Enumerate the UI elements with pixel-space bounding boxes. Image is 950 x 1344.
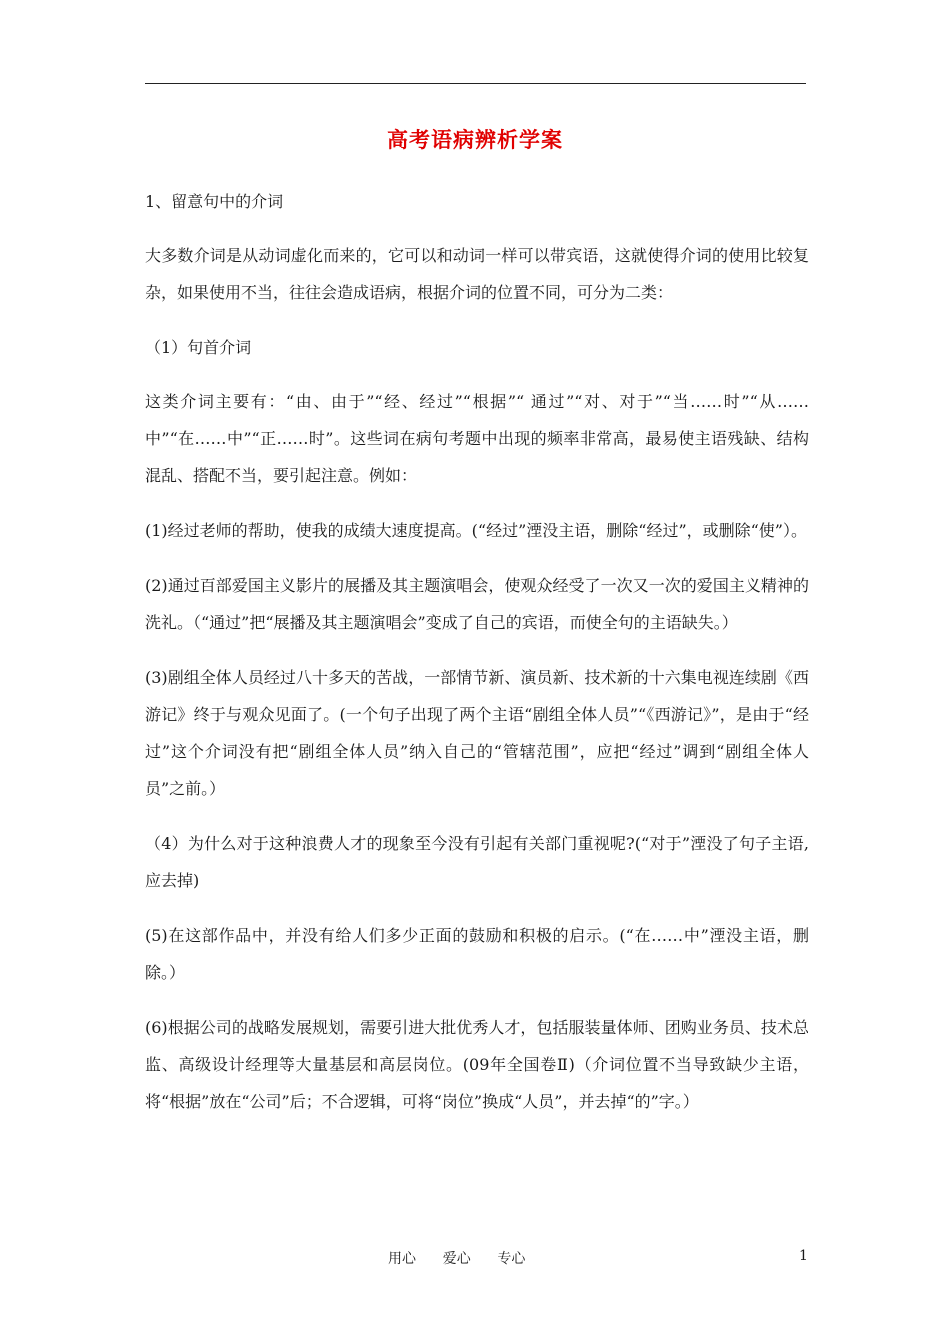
footer-motto: 用心 爱心 专心	[388, 1251, 526, 1267]
subsection-heading: （1）句首介词	[145, 338, 252, 357]
document-body	[145, 183, 809, 1138]
example-item: (3)剧组全体人员经过八十多天的苦战，一部情节新、演员新、技术新的十六集电视连续剧《西游记》终于与观众见面了。(一个句子出现了两个主语“剧组全体人员”“《西游记》”，是由于“经过”这个介词没有把“剧组全体人员”纳入自己的“管辖范围”，应把“经过”调到“剧组全体人员”之前。）	[145, 668, 809, 798]
example-item: (2)通过百部爱国主义影片的展播及其主题演唱会，使观众经受了一次又一次的爱国主义精神的洗礼。（“通过”把“展播及其主题演唱会”变成了自己的宾语，而使全句的主语缺失。）	[145, 576, 809, 632]
example-item: (1)经过老师的帮助，使我的成绩大速度提高。(“经过”湮没主语，删除“经过”，或删除“使”）。	[145, 521, 807, 540]
page-title: 高考语病辨析学案	[387, 127, 563, 152]
section-heading: 1、留意句中的介词	[145, 192, 284, 211]
example-item: (5)在这部作品中，并没有给人们多少正面的鼓励和积极的启示。(“在……中”湮没主语，删除。）	[145, 926, 809, 982]
page-number: 1	[799, 1248, 808, 1264]
example-item: （4）为什么对于这种浪费人才的现象至今没有引起有关部门重视呢?(“对于”湮没了句子主语,应去掉)	[145, 834, 809, 890]
example-item: (6)根据公司的战略发展规划，需要引进大批优秀人才，包括服装量体师、团购业务员、技术总监、高级设计经理等大量基层和高层岗位。(09年全国卷Ⅱ)（介词位置不当导致缺少主语，将“根据”放在“公司”后；不合逻辑，可将“岗位”换成“人员”，并去掉“的”字。）	[145, 1018, 809, 1111]
paragraph: 大多数介词是从动词虚化而来的，它可以和动词一样可以带宾语，这就使得介词的使用比较复杂，如果使用不当，往往会造成语病，根据介词的位置不同，可分为二类：	[145, 246, 809, 302]
paragraph: 这类介词主要有：“由、由于”“经、经过”“根据”“ 通过”“对、对于”“当……时”“从……中”“在……中”“正……时”。这些词在病句考题中出现的频率非常高，最易使主语残缺、结构混乱、搭配不当，要引起注意。例如：	[145, 392, 809, 485]
header-rule	[145, 83, 806, 84]
